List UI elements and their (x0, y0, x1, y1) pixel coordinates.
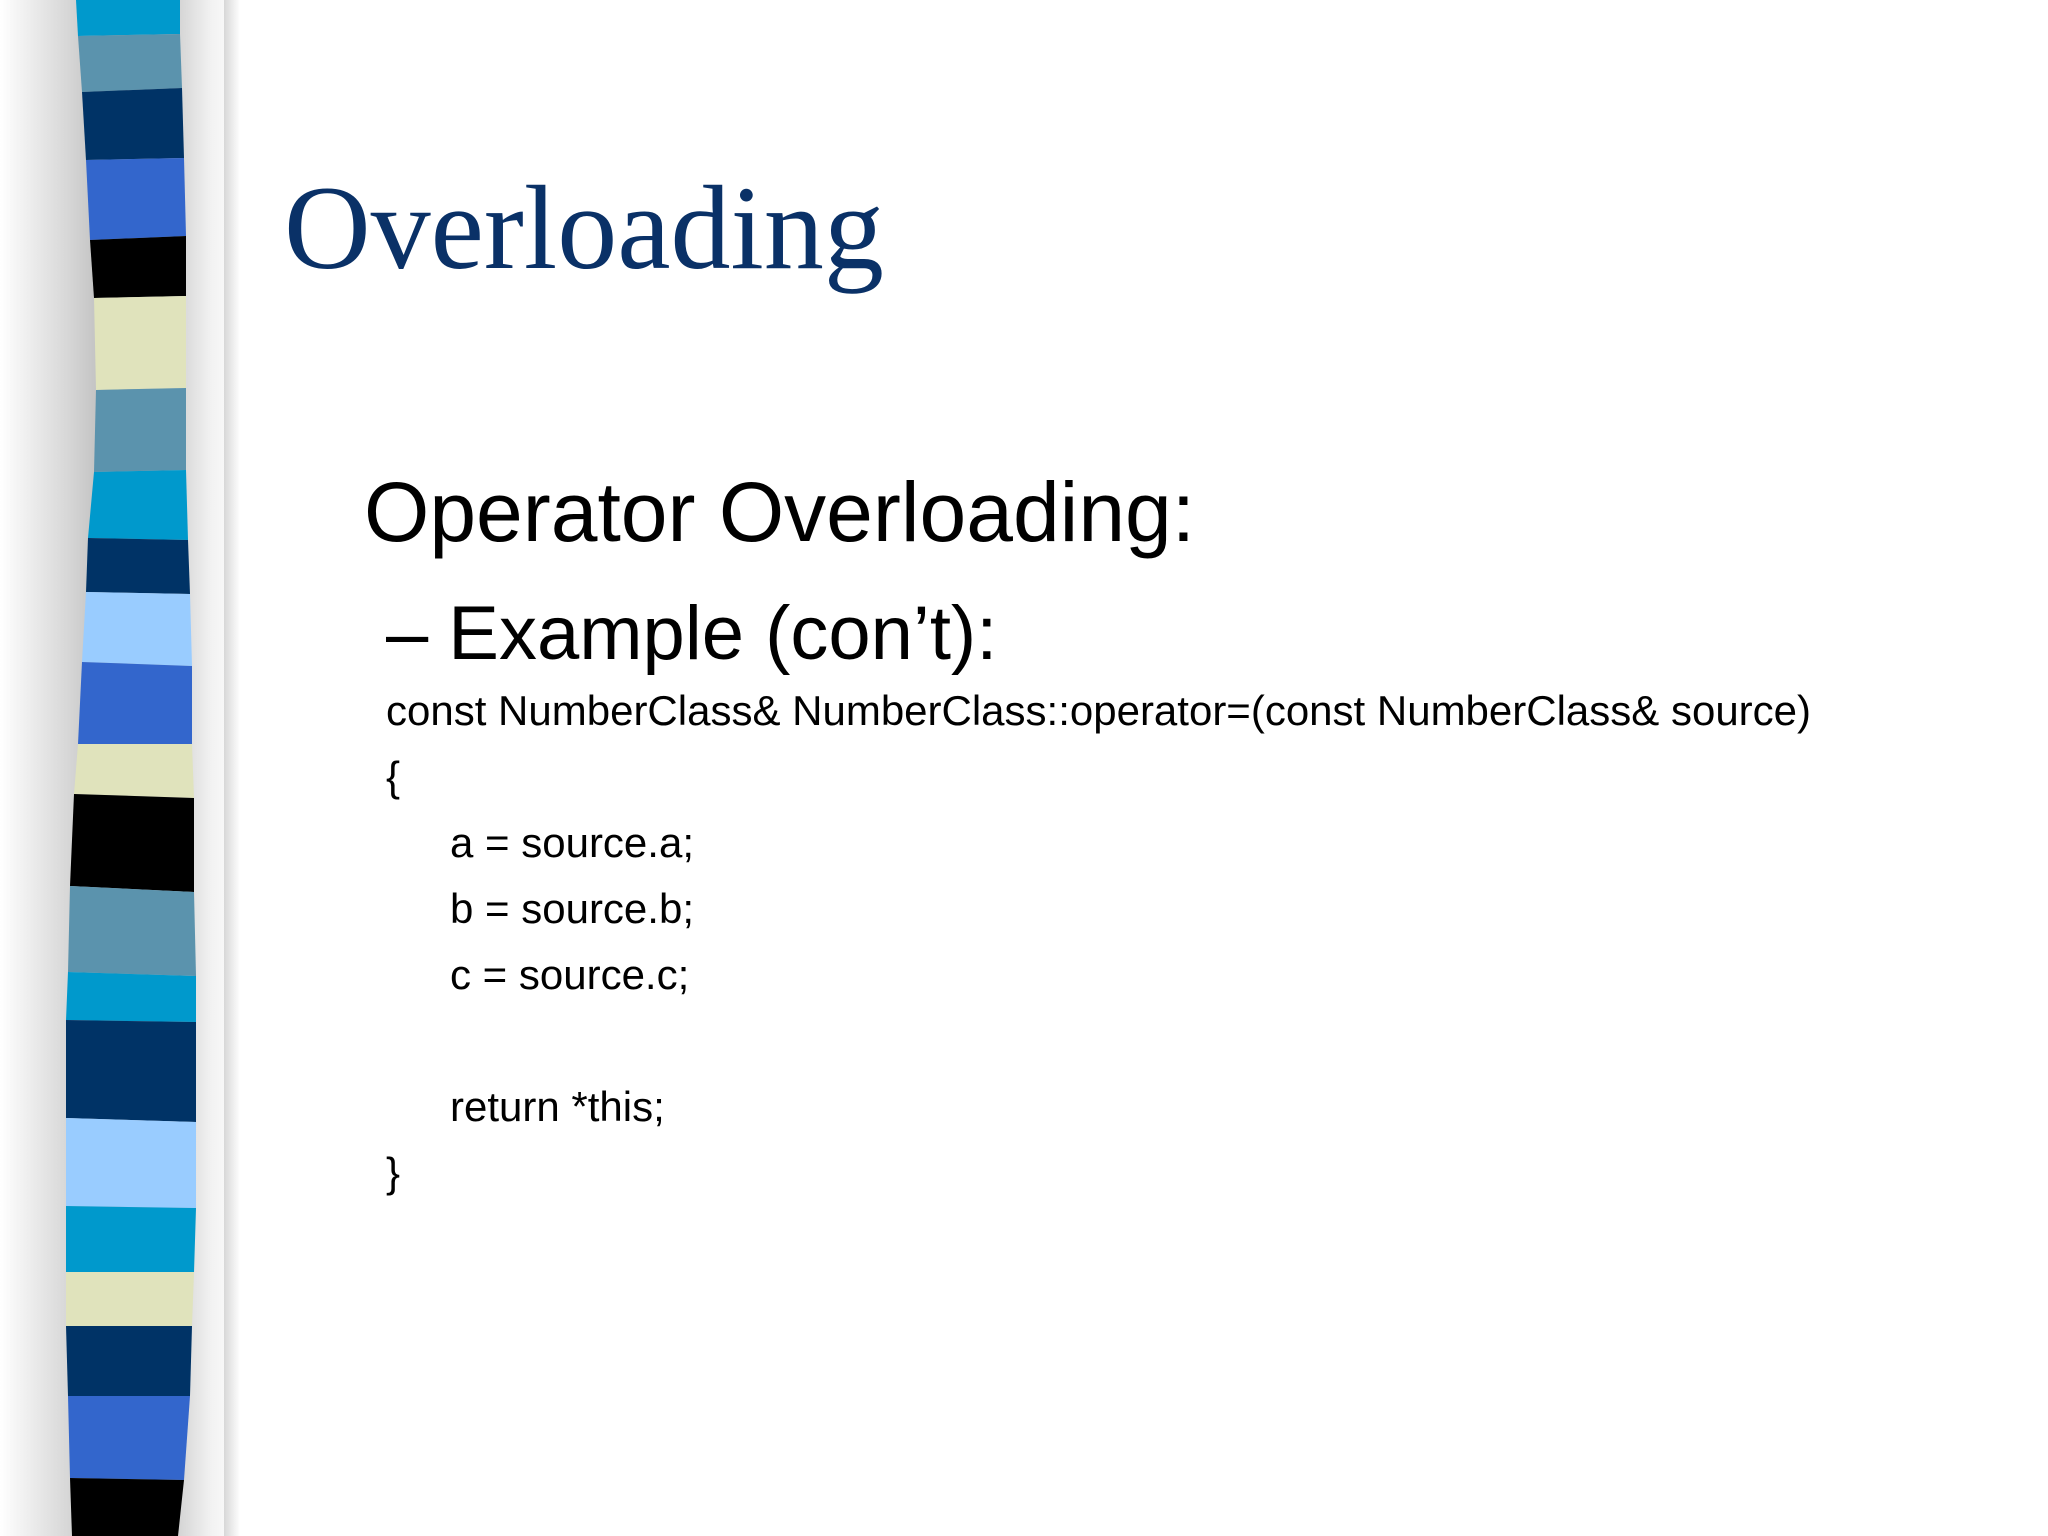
code-line-close-brace: } (386, 1149, 401, 1196)
stripe (66, 1326, 192, 1396)
bullet-level-2 (386, 591, 998, 676)
code-line-assign-c: c = source.c; (450, 951, 690, 998)
stripe (70, 794, 194, 892)
code-line-signature: const NumberClass& NumberClass::operator=(const NumberClass& source) (386, 687, 1812, 734)
stripe (94, 388, 186, 472)
stripe (68, 886, 196, 976)
stripe (76, 0, 180, 36)
bullet-level-1: Operator Overloading: (364, 465, 1196, 559)
stripe (94, 296, 186, 390)
stripe (66, 1020, 196, 1122)
stripe (86, 158, 186, 240)
stripe (90, 236, 186, 298)
stripe (82, 592, 192, 666)
stripe (66, 1118, 196, 1208)
stripe (86, 538, 190, 594)
bullet-dash: – (386, 591, 429, 676)
stripe (88, 470, 188, 540)
stripe (70, 1478, 184, 1536)
slide-title: Overloading (284, 161, 884, 294)
stripe (74, 744, 194, 798)
stripe (78, 662, 192, 744)
code-line-open-brace: { (386, 753, 401, 800)
code-line-assign-b: b = source.b; (450, 885, 694, 932)
strip-shadow-edge (224, 0, 240, 1536)
stripe (66, 972, 196, 1022)
striped-banner-graphic (0, 0, 240, 1536)
code-line-assign-a: a = source.a; (450, 819, 694, 866)
stripe (66, 1272, 194, 1326)
stripe (68, 1396, 190, 1480)
stripe (78, 34, 182, 92)
bullet-level-2-text: Example (con’t): (448, 591, 998, 676)
stripe (66, 1206, 196, 1272)
code-line-return: return *this; (450, 1083, 665, 1130)
stripe (82, 88, 184, 160)
decorative-side-strip (0, 0, 240, 1536)
